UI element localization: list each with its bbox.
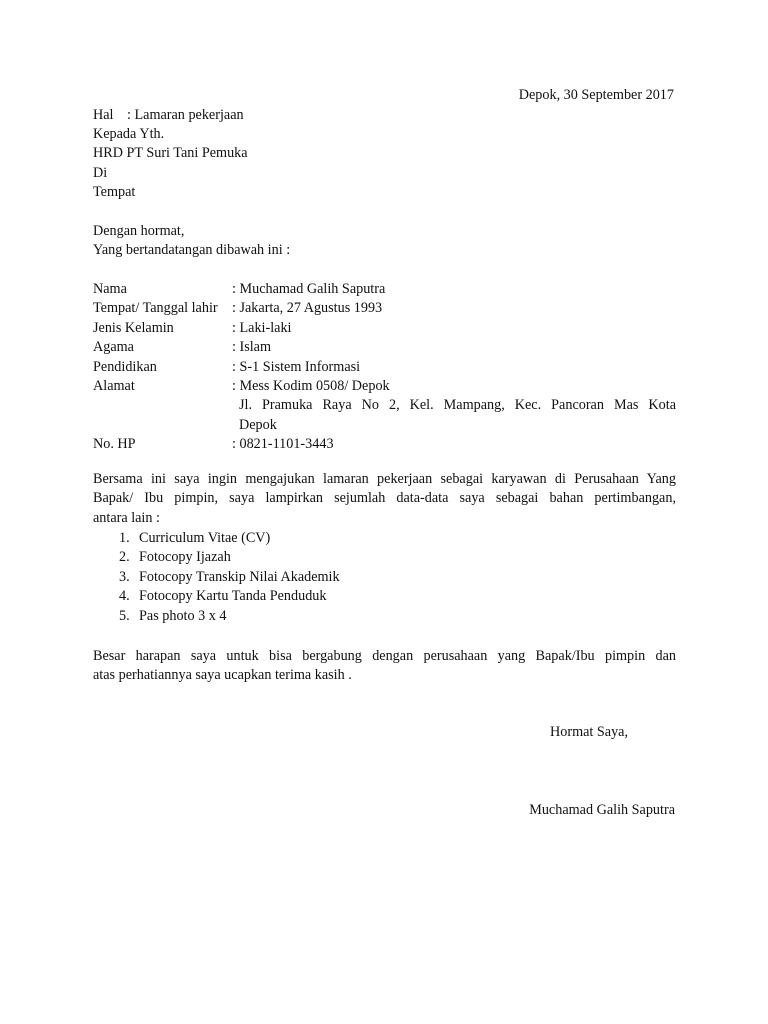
data-value: : Muchamad Galih Saputra	[232, 281, 386, 297]
recipient-block	[93, 125, 248, 203]
list-number: 3.	[119, 568, 130, 585]
data-row-ttl	[93, 299, 676, 318]
data-label: Jenis Kelamin	[93, 319, 174, 336]
paragraph-line: atas perhatiannya saya ucapkan terima kasih .	[93, 667, 352, 684]
list-item	[93, 529, 340, 548]
list-number: 5.	[119, 607, 130, 624]
data-label: Nama	[93, 281, 127, 297]
list-number: 2.	[119, 549, 130, 566]
paragraph-line: Besar harapan saya untuk bisa bergabung dengan perusahaan yang Bapak/Ibu pimpin dan	[93, 648, 676, 664]
closing-text: Hormat Saya,	[550, 724, 629, 740]
data-value: : 0821-1101-3443	[232, 436, 334, 453]
letter-date: Depok, 30 September 2017	[518, 87, 674, 103]
address-line-3: Depok	[239, 416, 277, 433]
list-text: Pas photo 3 x 4	[139, 607, 227, 624]
data-value: : Islam	[232, 339, 272, 356]
subject-value: : Lamaran pekerjaan	[127, 107, 244, 123]
recipient-line: Di	[93, 164, 108, 181]
data-value: : Laki-laki	[232, 319, 292, 336]
body-paragraph-2	[93, 647, 676, 686]
data-row-agama	[93, 338, 676, 357]
salutation: Dengan hormat,	[93, 223, 185, 239]
subject-line	[93, 106, 244, 125]
list-text: Curriculum Vitae (CV)	[139, 530, 271, 546]
list-item	[93, 587, 340, 606]
data-label: No. HP	[93, 436, 136, 453]
data-row-pendidikan	[93, 358, 676, 377]
recipient-line: Tempat	[93, 184, 136, 201]
list-text: Fotocopy Transkip Nilai Akademik	[139, 568, 340, 585]
list-item	[93, 568, 340, 587]
data-value: : Mess Kodim 0508/ Depok	[232, 378, 390, 395]
data-label: Alamat	[93, 378, 135, 395]
signer-name: Muchamad Galih Saputra	[529, 802, 675, 818]
data-label: Agama	[93, 339, 134, 356]
data-row-jenis-kelamin	[93, 319, 676, 338]
data-row-nama	[93, 280, 676, 299]
data-row-alamat	[93, 377, 676, 396]
intro-line: Yang bertandatangan dibawah ini :	[93, 242, 291, 259]
greeting-block	[93, 222, 290, 261]
paragraph-line: Bapak/ Ibu pimpin, saya lampirkan sejumlah data-data saya sebagai bahan pertimbangan,	[93, 490, 676, 507]
data-value: : Jakarta, 27 Agustus 1993	[232, 300, 383, 317]
list-text: Fotocopy Kartu Tanda Penduduk	[139, 588, 327, 605]
data-row-hp	[93, 435, 676, 454]
body-paragraph-1	[93, 470, 676, 528]
data-value: : S-1 Sistem Informasi	[232, 358, 361, 375]
address-line-2: Jl. Pramuka Raya No 2, Kel. Mampang, Kec. Pancoran Mas Kota	[239, 397, 676, 414]
paragraph-line: antara lain :	[93, 509, 160, 526]
list-text: Fotocopy Ijazah	[139, 549, 231, 566]
list-item	[93, 607, 340, 626]
subject-label: Hal	[93, 107, 114, 123]
recipient-line: HRD PT Suri Tani Pemuka	[93, 145, 248, 162]
list-item	[93, 548, 340, 567]
recipient-line: Kepada Yth.	[93, 126, 165, 142]
paragraph-line: Bersama ini saya ingin mengajukan lamaran pekerjaan sebagai karyawan di Perusahaan Yang	[93, 471, 676, 487]
data-label: Tempat/ Tanggal lahir	[93, 300, 218, 317]
personal-data-block	[93, 280, 676, 455]
attachment-list	[93, 529, 340, 626]
list-number: 4.	[119, 588, 130, 605]
address-continuation	[239, 396, 676, 435]
list-number: 1.	[119, 530, 130, 546]
data-label: Pendidikan	[93, 358, 157, 375]
